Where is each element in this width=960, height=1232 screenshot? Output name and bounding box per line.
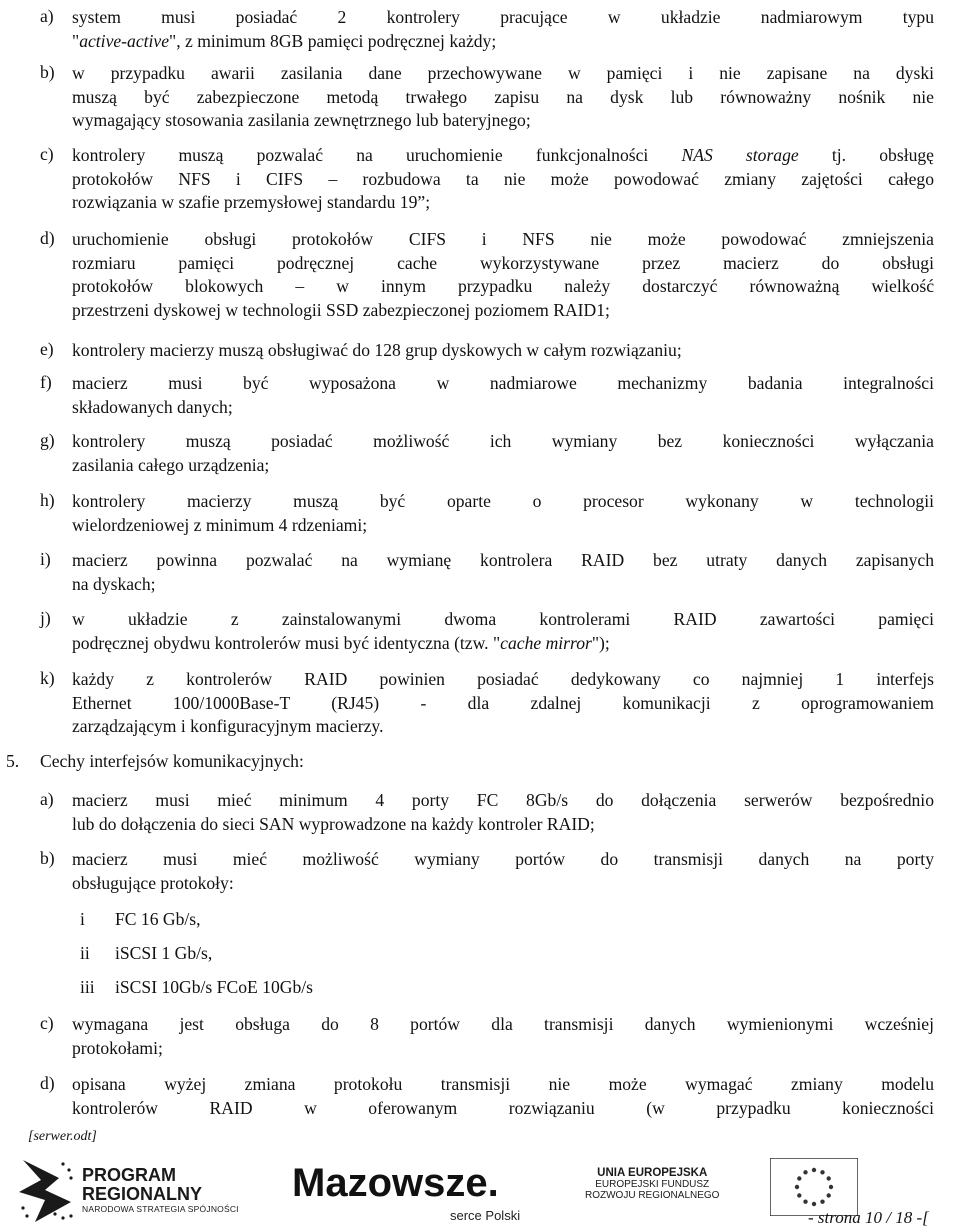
program-line2: REGIONALNY (82, 1184, 203, 1204)
item-label: c) (40, 1013, 54, 1033)
text-line: podręcznej obydwu kontrolerów musi być identyczna (tzw. "cache mirror"); (72, 632, 610, 653)
item-text (72, 789, 934, 836)
subitem-text: iSCSI 10Gb/s FCoE 10Gb/s (115, 977, 313, 997)
eu-star-icon (820, 1200, 824, 1204)
text-line: protokołami; (72, 1037, 163, 1058)
item-label: b) (40, 62, 55, 82)
eu-star-icon (812, 1202, 816, 1206)
program-regionalny-logo (82, 1166, 239, 1215)
eu-star-icon (795, 1185, 799, 1189)
item-label: e) (40, 339, 54, 359)
list-item-c-bottom (40, 1013, 934, 1060)
item-text (72, 228, 934, 322)
mazowsze-tagline: serce Polski (450, 1208, 521, 1223)
text-line: kontrolery muszą pozwalać na uruchomienie funkcjonalności NAS storage tj. obsługę (72, 145, 934, 165)
text-line: system musi posiadać 2 kontrolery pracujące w układzie nadmiarowym typu (72, 7, 934, 27)
mazowsze-wordmark: Mazowsze. (292, 1161, 499, 1205)
item-label: b) (40, 848, 55, 868)
text-line: obsługujące protokoły: (72, 872, 234, 893)
page-number: - strona 10 / 18 -[ (808, 1208, 929, 1227)
item-text (72, 430, 934, 477)
list-item-a-top (40, 6, 934, 53)
item-text (72, 62, 934, 133)
text-line: Ethernet 100/1000Base-T (RJ45) - dla zdalnej komunikacji z oprogramowaniem (72, 692, 934, 713)
list-item-d-top (40, 228, 934, 322)
subitem-label: i (80, 909, 85, 929)
list-item-h-top (40, 490, 934, 537)
item-text (72, 144, 934, 215)
eu-star-icon (797, 1176, 801, 1180)
text-line: wymagana jest obsługa do 8 portów dla transmisji danych wymienionymi wcześniej (72, 1014, 934, 1034)
eu-fund-text (585, 1168, 719, 1201)
text-line: macierz musi być wyposażona w nadmiarowe mechanizmy badania integralności (72, 373, 934, 393)
eu-line3: ROZWOJU REGIONALNEGO (585, 1190, 720, 1201)
text-line: składowanych danych; (72, 396, 233, 417)
text-line: "active-active", z minimum 8GB pamięci podręcznej każdy; (72, 30, 497, 51)
text-line: wielordzeniowej z minimum 4 rdzeniami; (72, 514, 368, 535)
eu-star-icon (803, 1200, 807, 1204)
item-label: i) (40, 549, 51, 569)
list-item-j-top (40, 608, 934, 655)
list-item-b-bottom (40, 848, 934, 895)
eu-star-icon (803, 1170, 807, 1174)
list-item-g-top (40, 430, 934, 477)
text-line: w układzie z zainstalowanymi dwoma kontrolerami RAID zawartości pamięci (72, 609, 934, 629)
text-line: każdy z kontrolerów RAID powinien posiadać dedykowany co najmniej 1 interfejs (72, 669, 934, 689)
list-item-d-bottom (40, 1073, 934, 1120)
eu-star-icon (827, 1193, 831, 1197)
text-line: macierz powinna pozwalać na wymianę kontrolera RAID bez utraty danych zapisanych (72, 550, 934, 570)
item-text (72, 339, 934, 363)
item-label: d) (40, 228, 55, 248)
list-item-e-top (40, 339, 934, 363)
text-line: rozwiązania w szafie przemysłowej standardu 19”; (72, 192, 431, 212)
text-line: wymagający stosowania zasilania zewnętrznego lub bateryjnego; (72, 110, 531, 130)
section-title: Cechy interfejsów komunikacyjnych: (40, 751, 304, 771)
text-line: protokołów NFS i CIFS – rozbudowa ta nie może powodować zmiany zajętości całego (72, 168, 934, 189)
text-line: lub do dołączenia do sieci SAN wyprowadzone na każdy kontroler RAID; (72, 813, 595, 834)
list-item-k-top (40, 668, 934, 739)
subitem-label: ii (80, 943, 90, 963)
list-item-f-top (40, 372, 934, 419)
source-filename: [serwer.odt] (28, 1129, 97, 1144)
subitem-text: FC 16 Gb/s, (115, 909, 201, 929)
text-line: macierz musi mieć możliwość wymiany portów do transmisji danych na porty (72, 849, 934, 869)
mazowsze-logo (290, 1156, 540, 1228)
eu-star-icon (827, 1176, 831, 1180)
subitem-label: iii (80, 977, 95, 997)
item-label: g) (40, 430, 55, 450)
item-label: c) (40, 144, 54, 164)
text-line: macierz musi mieć minimum 4 porty FC 8Gb/s do dołączenia serwerów bezpośrednio (72, 790, 934, 810)
text-line: w przypadku awarii zasilania dane przechowywane w pamięci i nie zapisane na dyski (72, 63, 934, 83)
item-text (72, 549, 934, 596)
item-text (72, 668, 934, 739)
eu-star-icon (812, 1168, 816, 1172)
text-line: kontrolery macierzy muszą być oparte o procesor wykonany w technologii (72, 491, 934, 511)
text-line: zasilania całego urządzenia; (72, 454, 270, 475)
eu-line2: EUROPEJSKI FUNDUSZ (595, 1179, 710, 1190)
program-subtitle: NARODOWA STRATEGIA SPÓJNOŚCI (82, 1204, 239, 1214)
item-text (72, 848, 934, 895)
text-line: muszą być zabezpieczone metodą trwałego zapisu na dysk lub równoważny nośnik nie (72, 86, 934, 107)
item-label: d) (40, 1073, 55, 1093)
fundusze-star-logo-icon (15, 1156, 77, 1226)
eu-star-icon (829, 1185, 833, 1189)
item-label: k) (40, 668, 55, 688)
section-number: 5. (6, 751, 20, 771)
text-line: uruchomienie obsługi protokołów CIFS i NFS nie może powodować zmniejszenia (72, 229, 934, 249)
eu-line1: UNIA EUROPEJSKA (597, 1167, 708, 1179)
item-label: f) (40, 372, 52, 392)
item-text (72, 372, 934, 419)
text-line: kontrolery macierzy muszą obsługiwać do 128 grup dyskowych w całym rozwiązaniu; (72, 340, 682, 360)
item-label: a) (40, 789, 54, 809)
list-item-b-top (40, 62, 934, 133)
text-line: rozmiaru pamięci podręcznej cache wykorzystywane przez macierz do obsługi (72, 252, 934, 273)
item-text (72, 6, 934, 53)
item-text (72, 608, 934, 655)
item-text (72, 1013, 934, 1060)
text-line: protokołów blokowych – w innym przypadku należy dostarczyć równoważną wielkość (72, 276, 934, 296)
text-line: przestrzeni dyskowej w technologii SSD zabezpieczonej poziomem RAID1; (72, 299, 610, 320)
item-label: a) (40, 6, 54, 26)
item-label: h) (40, 490, 55, 510)
item-text (72, 1073, 934, 1120)
text-line: kontrolerów RAID w oferowanym rozwiązaniu (w przypadku konieczności (72, 1097, 934, 1118)
text-line: opisana wyżej zmiana protokołu transmisji nie może wymagać zmiany modelu (72, 1074, 934, 1094)
text-line: kontrolery muszą posiadać możliwość ich wymiany bez konieczności wyłączania (72, 431, 934, 451)
list-item-a-bottom (40, 789, 934, 836)
program-line1: PROGRAM (82, 1165, 176, 1185)
text-line: na dyskach; (72, 573, 156, 594)
list-item-i-top (40, 549, 934, 596)
list-item-c-top (40, 144, 934, 215)
text-line: zarządzającym i konfiguracyjnym macierzy. (72, 716, 384, 736)
eu-star-icon (820, 1170, 824, 1174)
item-text (72, 490, 934, 537)
eu-star-icon (797, 1193, 801, 1197)
item-label: j) (40, 608, 51, 628)
subitem-text: iSCSI 1 Gb/s, (115, 943, 213, 963)
